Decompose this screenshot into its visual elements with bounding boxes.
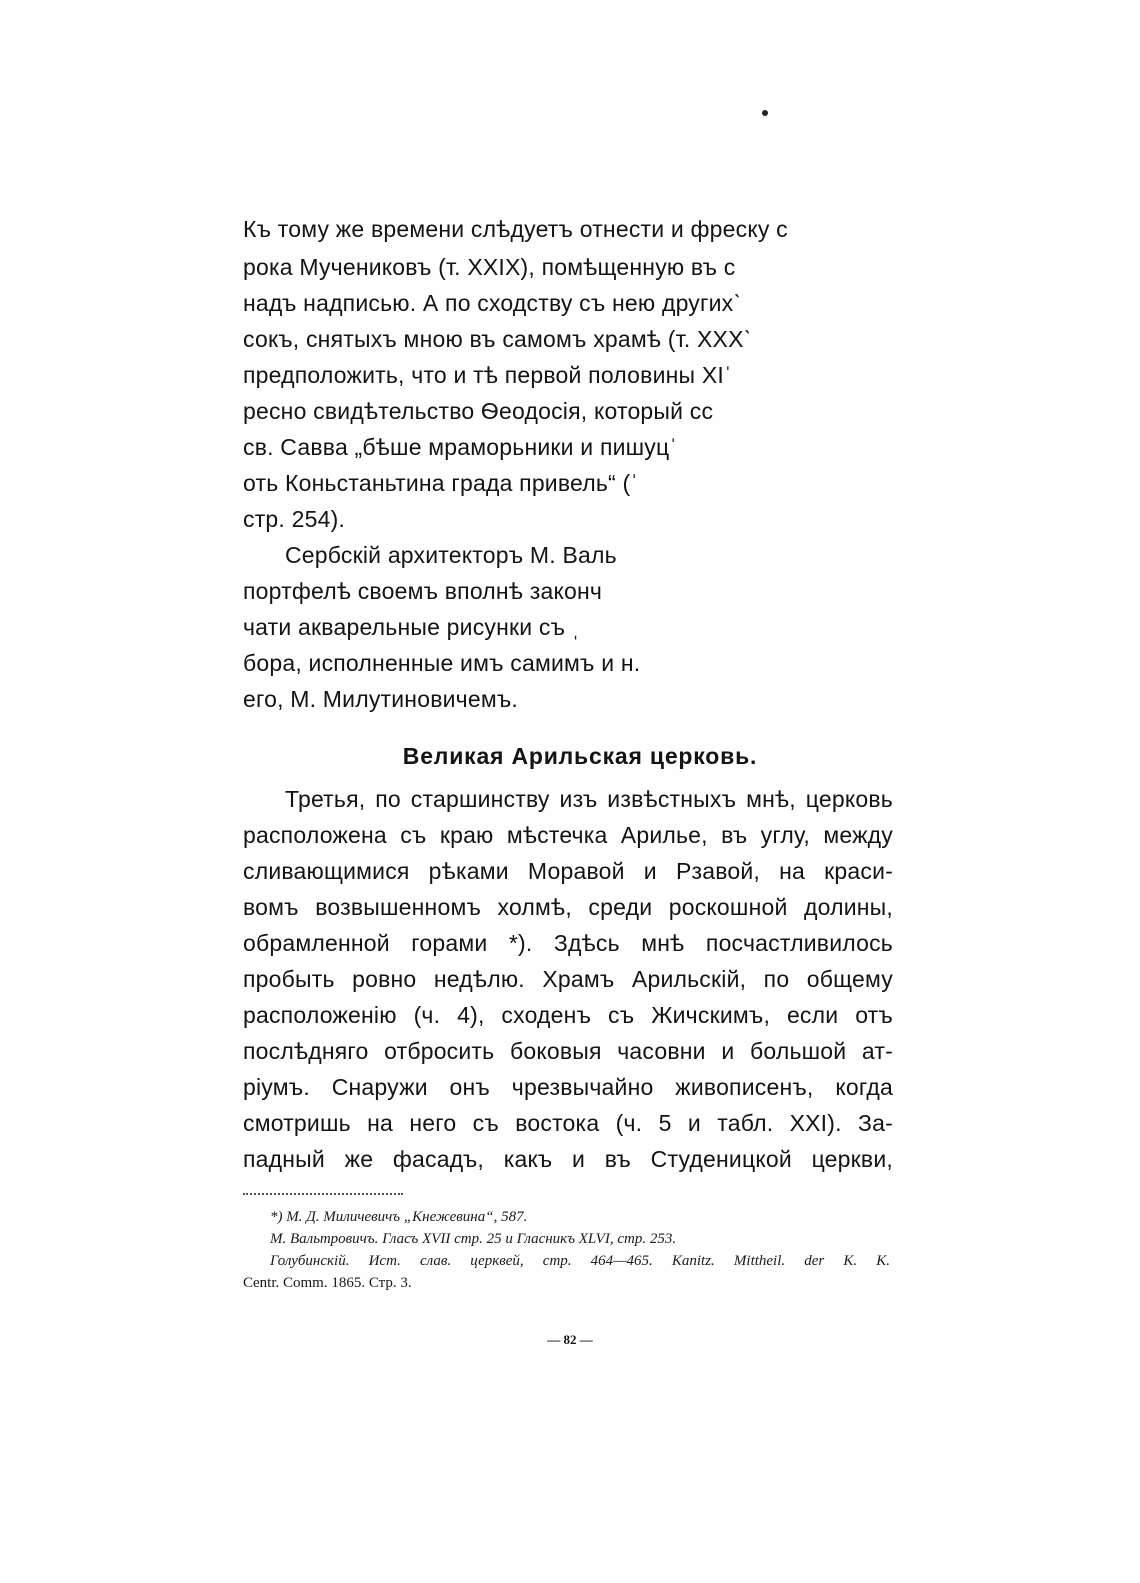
- text-line: обрамленной горами *). Здѣсь мнѣ посчастливилось: [243, 930, 893, 956]
- text-line: Къ тому же времени слѣдуетъ отнести и фреску с: [243, 216, 788, 242]
- text-line: расположена съ краю мѣстечка Арилье, въ углу, между: [243, 822, 893, 848]
- text-line: бора, исполненные имъ самимъ и н.: [243, 650, 641, 676]
- text-line: надъ надписью. А по сходству съ нею другихˋ: [243, 290, 742, 316]
- text-line: падный же фасадъ, какъ и въ Студеницкой церкви,: [243, 1146, 893, 1172]
- text-line: портфелѣ своемъ вполнѣ законч: [243, 578, 603, 604]
- text-line: ресно свидѣтельство Ѳеодосія, который сс: [243, 398, 714, 424]
- section-heading: Великая Арильская церковь.: [402, 743, 758, 769]
- text-line: смотришь на него съ востока (ч. 5 и табл. XXI). За-: [243, 1110, 893, 1136]
- text-line: Третья, по старшинству изъ извѣстныхъ мнѣ, церковь: [285, 786, 893, 812]
- text-line: пробыть ровно недѣлю. Храмъ Арильскій, по общему: [243, 966, 893, 992]
- text-line: его, М. Милутиновичемъ.: [243, 686, 519, 712]
- text-line: стр. 254).: [243, 506, 346, 532]
- text-line: сокъ, снятыхъ мною въ самомъ храмѣ (т. XXXˋ: [243, 326, 752, 352]
- footnote: М. Вальтровичъ. Гласъ XVII стр. 25 и Гласникъ XLVI, стр. 253.: [270, 1231, 677, 1247]
- page-number: — 82 —: [547, 1332, 593, 1347]
- text-line: Сербскій архитекторъ М. Валь: [285, 542, 617, 568]
- footnote-divider: [243, 1193, 403, 1197]
- footnote: Centr. Comm. 1865. Стр. 3.: [243, 1275, 412, 1291]
- text-line: ріумъ. Снаружи онъ чрезвычайно живописенъ, когда: [243, 1074, 893, 1100]
- footnote: Голубинскій. Ист. слав. церквей, стр. 464—465. Kanitz. Mittheil. der K. K.: [270, 1253, 890, 1269]
- text-line: чати акварельные рисунки съ ˌ: [243, 614, 580, 640]
- footnote: *) М. Д. Миличевичъ „Кнежевина“, 587.: [270, 1209, 528, 1225]
- text-line: св. Савва „бѣше мраморьники и пишуцˈ: [243, 434, 678, 460]
- text-line: послѣдняго отбросить боковыя часовни и большой ат-: [243, 1038, 893, 1064]
- text-line: расположенію (ч. 4), сходенъ съ Жичскимъ, если отъ: [243, 1002, 893, 1028]
- text-line: сливающимися рѣками Моравой и Рзавой, на краси-: [243, 858, 893, 884]
- text-line: предположить, что и тѣ первой половины XIˈ: [243, 362, 732, 388]
- text-line: оть Коньстаньтина града привель“ (ˈ: [243, 470, 639, 496]
- text-line: рока Мучениковъ (т. XXIX), помѣщенную въ с: [243, 254, 736, 280]
- ink-speck: [762, 110, 768, 116]
- text-line: вомъ возвышенномъ холмѣ, среди роскошной долины,: [243, 894, 893, 920]
